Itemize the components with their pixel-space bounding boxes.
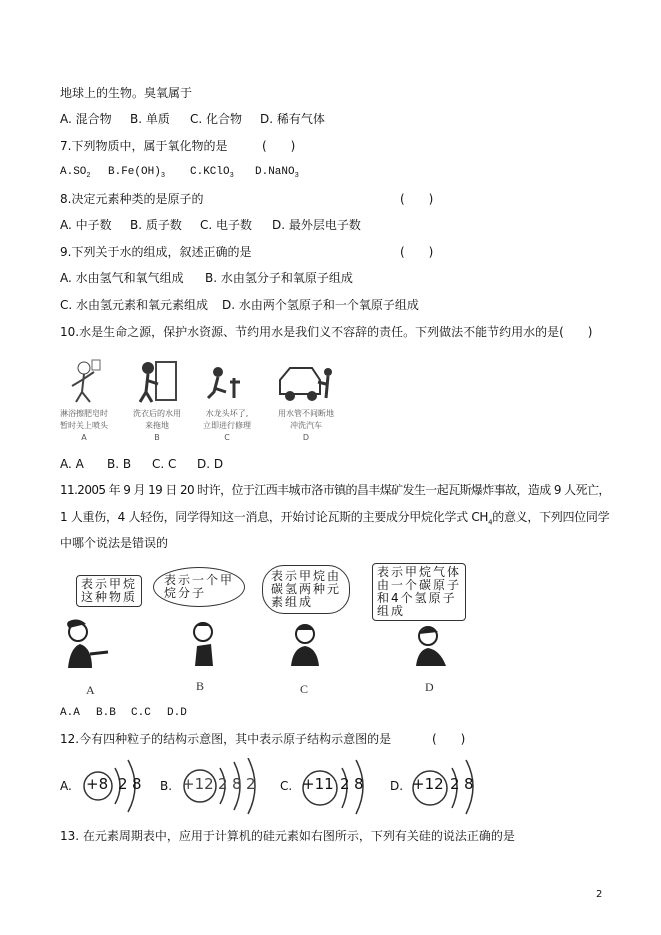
water-picture-c: 水龙头坏了, 立即进行修理 C <box>198 358 256 444</box>
q7-stem: 7.下列物质中，属于氧化物的是 <box>60 139 228 153</box>
thought-bubble-c: 表示甲烷由 碳氢两种元 素组成 <box>262 565 350 614</box>
option: D. 水由两个氢原子和一个氧原子组成 <box>222 298 419 312</box>
atom-nucleus: +11 <box>302 775 334 793</box>
speech-bubble-a: 表示甲烷 这种物质 <box>76 575 142 607</box>
option: A. 水由氢气和氧气组成 <box>60 271 184 285</box>
atom-label: A. <box>60 779 72 793</box>
student-b-figure <box>185 620 225 668</box>
atom-shell: 2 <box>118 775 128 793</box>
option: C.C <box>131 707 151 719</box>
option: D.D <box>167 707 187 719</box>
atom-nucleus: +12 <box>412 775 444 793</box>
option: A. 混合物 <box>60 112 112 126</box>
option: D. D <box>197 457 224 471</box>
atom-nucleus: +8 <box>86 775 109 793</box>
option: C. C <box>152 457 177 471</box>
laundry-illustration <box>134 358 180 404</box>
q9-paren: ( ) <box>400 245 434 259</box>
q9-stem: 9.下列关于水的组成，叙述正确的是 <box>60 245 252 259</box>
option: C. 化合物 <box>190 112 243 126</box>
student-d-figure <box>410 624 455 668</box>
atom-nucleus: +12 <box>182 775 214 793</box>
option: C. 水由氢元素和氧元素组成 <box>60 298 209 312</box>
speech-bubble-d: 表示甲烷气体 由一个碳原子 和4个氢原子 组成 <box>372 563 466 621</box>
atom-shell: 2 <box>218 775 228 793</box>
option: $A.SO_2$ <box>60 166 91 181</box>
option: B. 质子数 <box>130 218 182 232</box>
q7-paren: ( ) <box>262 139 296 153</box>
option: A.A <box>60 707 80 719</box>
option: A. A <box>60 457 84 471</box>
q12-paren: ( ) <box>432 732 466 746</box>
atom-shell: 2 <box>450 775 460 793</box>
cartoon-label-a: A <box>86 683 95 697</box>
water-picture-b: 洗衣后的水用 来拖地 B <box>128 358 186 444</box>
shower-illustration <box>64 358 104 404</box>
q8-paren: ( ) <box>400 192 434 206</box>
option: D.NaNO$_3$ <box>255 166 299 181</box>
q11-line1: 11.2005 年 9 月 19 日 20 时许，位于江西丰城市洛市镇的昌丰煤矿发生一起瓦斯爆炸事故，造成 9 人死亡， <box>60 483 610 497</box>
q12-stem: 12.今有四种粒子的结构示意图，其中表示原子结构示意图的是 <box>60 732 392 746</box>
q8-stem: 8.决定元素种类的是原子的 <box>60 192 204 206</box>
option: D. 稀有气体 <box>260 112 325 126</box>
atom-shell: 2 <box>246 775 256 793</box>
water-picture-a: 淋浴擦肥皂时 暂时关上喷头 A <box>56 358 112 444</box>
page-number: 2 <box>596 889 603 900</box>
intro-line: 地球上的生物。臭氧属于 <box>60 86 193 100</box>
cartoon-label-c: C <box>300 682 309 696</box>
atom-shell: 8 <box>132 775 142 793</box>
atom-diagram-c <box>280 758 390 818</box>
q10-stem: 10.水是生命之源，保护水资源、节约用水是我们义不容辞的责任。下列做法不能节约用水的是( ) <box>60 325 593 339</box>
student-c-figure <box>285 622 325 668</box>
option: $B.Fe(OH)_3$ <box>108 166 166 181</box>
q11-line2: 1 人重伤，4 人轻伤，同学得知这一消息，开始讨论瓦斯的主要成分甲烷化学式 $CH_4$的意义，下列四位同学 <box>60 510 610 527</box>
atom-label: D. <box>390 779 404 793</box>
option: C. 电子数 <box>200 218 253 232</box>
student-a-figure <box>60 618 120 670</box>
atom-label: B. <box>160 779 173 793</box>
option: D. 最外层电子数 <box>272 218 361 232</box>
atom-shell: 8 <box>354 775 364 793</box>
atom-shell: 2 <box>340 775 350 793</box>
option: A. 中子数 <box>60 218 112 232</box>
atom-diagram-d <box>390 758 500 818</box>
speech-bubble-b: 表示一个甲 烷分子 <box>153 567 245 607</box>
water-picture-d: 用水管不间断地 冲洗汽车 D <box>270 358 342 444</box>
option: B.B <box>96 707 116 719</box>
atom-shell: 8 <box>464 775 474 793</box>
option: C.KClO$_3$ <box>190 166 234 181</box>
option: B. 水由氢分子和氧原子组成 <box>205 271 353 285</box>
q11-line3: 中哪个说法是错误的 <box>60 536 169 550</box>
q13-stem: 13. 在元素周期表中，应用于计算机的硅元素如右图所示，下列有关硅的说法正确的是 <box>60 829 515 843</box>
option: B. B <box>107 457 132 471</box>
atom-diagram-a <box>60 758 173 818</box>
atom-shell: 8 <box>232 775 242 793</box>
car-wash-illustration <box>276 358 336 404</box>
atom-diagram-b <box>160 758 270 818</box>
option: B. 单质 <box>130 112 170 126</box>
faucet-repair-illustration <box>204 358 250 404</box>
atom-label: C. <box>280 779 293 793</box>
cartoon-label-b: B <box>196 679 205 693</box>
cartoon-label-d: D <box>425 680 434 694</box>
